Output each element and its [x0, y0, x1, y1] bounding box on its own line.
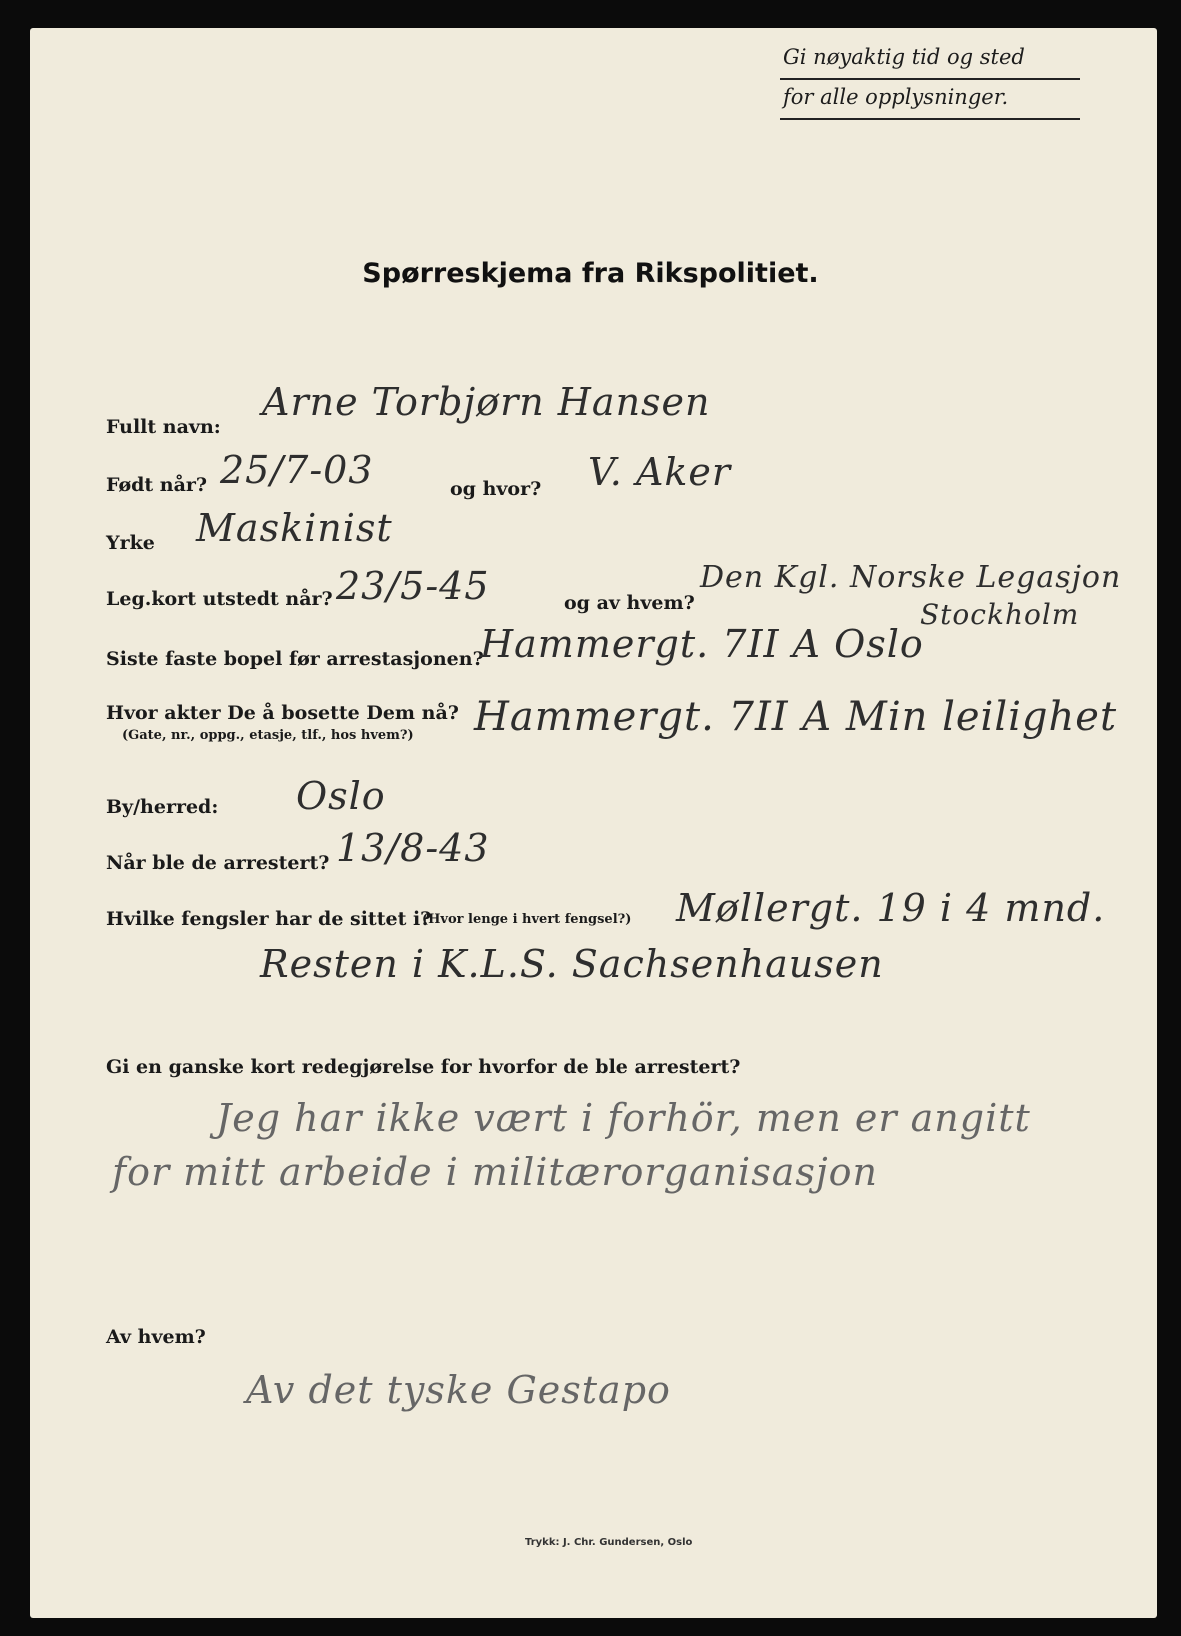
- label-by-whom: Av hvem?: [106, 1326, 206, 1348]
- answer-why-line2: for mitt arbeide i militærorganisasjon: [112, 1150, 878, 1194]
- answer-by-whom: Av det tyske Gestapo: [246, 1368, 671, 1412]
- label-last-residence: Siste faste bopel før arrestasjonen?: [106, 648, 484, 670]
- label-settle-hint: (Gate, nr., oppg., etasje, tlf., hos hvem?): [122, 728, 414, 743]
- notice-line-2: for alle opplysninger.: [780, 80, 1080, 120]
- instruction-notice: [780, 40, 1080, 120]
- label-why-arrested: Gi en ganske kort redegjørelse for hvorfor de ble arrestert?: [106, 1056, 741, 1078]
- answer-born-where: V. Aker: [588, 450, 732, 494]
- answer-full-name: Arne Torbjørn Hansen: [262, 380, 711, 424]
- label-occupation: Yrke: [106, 532, 155, 554]
- answer-prisons-line1: Møllergt. 19 i 4 mnd.: [676, 886, 1106, 930]
- label-full-name: Fullt navn:: [106, 416, 221, 438]
- answer-city: Oslo: [296, 774, 386, 818]
- label-born-where: og hvor?: [450, 478, 542, 500]
- notice-line-1: Gi nøyaktig tid og sted: [780, 40, 1080, 80]
- answer-settle-where: Hammergt. 7II A Min leilighet: [474, 694, 1118, 740]
- label-arrested-when: Når ble de arrestert?: [106, 852, 330, 874]
- label-born-when: Født når?: [106, 474, 208, 496]
- label-legcard-by: og av hvem?: [564, 592, 695, 614]
- label-prisons: Hvilke fengsler har de sittet i?: [106, 908, 432, 930]
- answer-last-residence: Hammergt. 7II A Oslo: [480, 622, 924, 666]
- label-city: By/herred:: [106, 796, 219, 818]
- answer-prisons-line2: Resten i K.L.S. Sachsenhausen: [260, 942, 884, 986]
- label-prisons-hint: (Hvor lenge i hvert fengsel?): [422, 912, 632, 927]
- printer-imprint: Trykk: J. Chr. Gundersen, Oslo: [525, 1537, 693, 1548]
- label-settle-where: Hvor akter De å bosette Dem nå?: [106, 702, 459, 724]
- form-title: Spørreskjema fra Rikspolitiet.: [362, 258, 819, 289]
- label-legcard-when: Leg.kort utstedt når?: [106, 588, 333, 610]
- answer-legcard-when: 23/5-45: [336, 564, 490, 608]
- answer-born-when: 25/7-03: [220, 448, 374, 492]
- answer-why-line1: Jeg har ikke vært i forhör, men er angitt: [216, 1096, 1031, 1140]
- answer-occupation: Maskinist: [196, 506, 393, 550]
- answer-legcard-by-line1: Den Kgl. Norske Legasjon: [700, 560, 1122, 595]
- answer-arrested-when: 13/8-43: [336, 826, 490, 870]
- answer-legcard-by-line2: Stockholm: [920, 598, 1080, 631]
